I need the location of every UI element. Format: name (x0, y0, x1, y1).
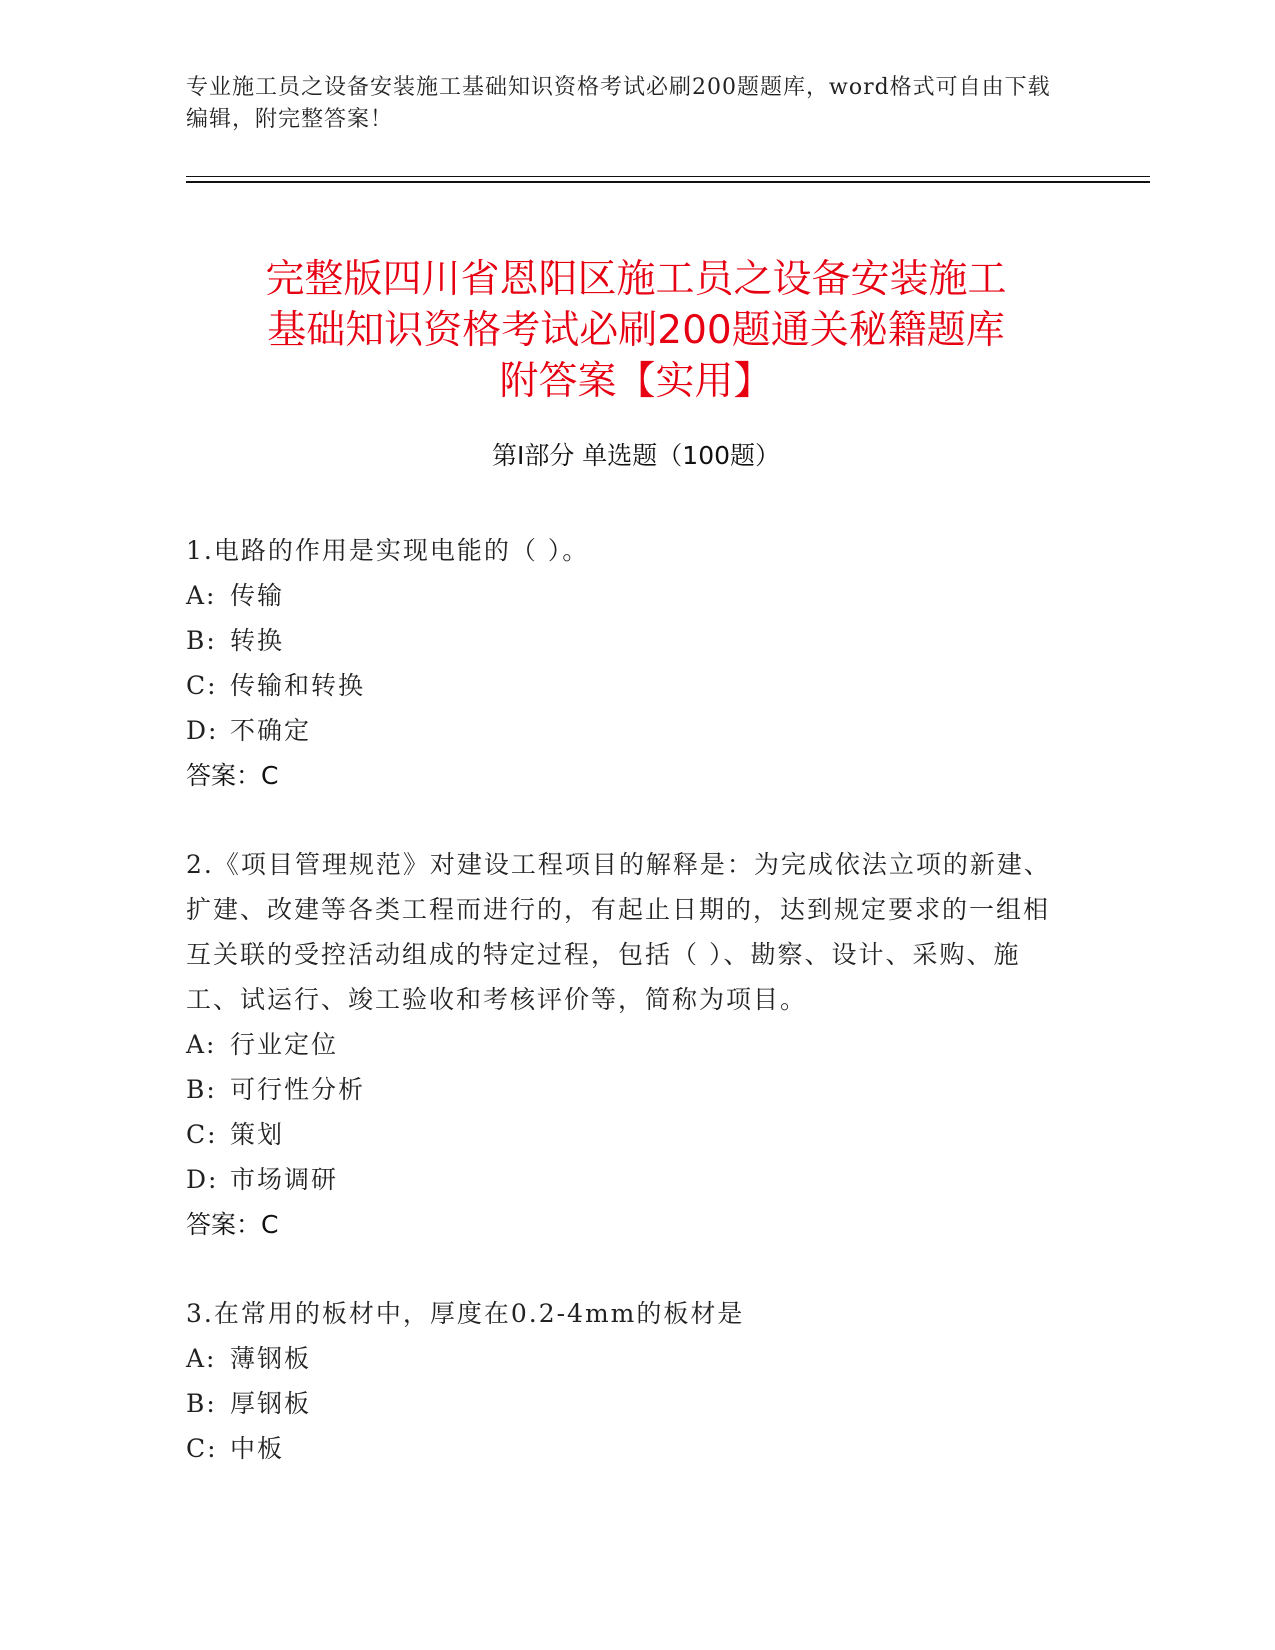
question-stem: 3.在常用的板材中，厚度在0.2-4mm的板材是 (186, 1299, 745, 1328)
option-d (186, 708, 1066, 753)
option-text: 传输和转换 (230, 671, 366, 700)
title-line-2: 基础知识资格考试必刷200题通关秘籍题库 (267, 308, 1005, 354)
question-1 (186, 528, 1066, 798)
option-key: C: (186, 671, 218, 700)
option-text: 市场调研 (230, 1165, 339, 1194)
option-text: 行业定位 (230, 1030, 339, 1059)
header-rule-thick (186, 181, 1150, 183)
option-b (186, 1381, 1066, 1426)
option-text: 可行性分析 (230, 1075, 366, 1104)
header-note: 专业施工员之设备安装施工基础知识资格考试必刷200题题库，word格式可自由下载编辑，附完整答案！ (186, 75, 1051, 132)
option-key: B: (186, 626, 217, 655)
option-a (186, 573, 1066, 618)
title-line-1: 完整版四川省恩阳区施工员之设备安装施工 (265, 257, 1007, 303)
option-c (186, 1112, 1066, 1157)
section-heading: 第I部分 单选题（100题） (491, 441, 781, 470)
option-key: A: (186, 1030, 217, 1059)
question-stem: 2.《项目管理规范》对建设工程项目的解释是：为完成依法立项的新建、扩建、改建等各类工程而进行的，有起止日期的，达到规定要求的一组相互关联的受控活动组成的特定过程，包括（ ）、勘察、设计、采购、施工、试运行、竣工验收和考核评价等，简称为项目。 (186, 850, 1051, 1014)
option-text: 传输 (230, 581, 285, 610)
option-key: A: (186, 581, 217, 610)
answer: 答案：C (186, 1210, 279, 1239)
header-rule-thin (186, 176, 1150, 177)
option-b (186, 1067, 1066, 1112)
question-list (186, 528, 1066, 1515)
option-key: C: (186, 1434, 218, 1463)
option-a (186, 1022, 1066, 1067)
option-key: D: (186, 716, 219, 745)
option-key: B: (186, 1075, 217, 1104)
option-text: 薄钢板 (230, 1344, 312, 1373)
question-3 (186, 1291, 1066, 1471)
option-a (186, 1336, 1066, 1381)
option-key: C: (186, 1120, 218, 1149)
option-d (186, 1157, 1066, 1202)
question-stem: 1.电路的作用是实现电能的（ ）。 (186, 536, 590, 565)
option-c (186, 663, 1066, 708)
answer: 答案：C (186, 761, 279, 790)
option-key: A: (186, 1344, 217, 1373)
title-line-3: 附答案【实用】 (499, 359, 773, 405)
document-title (186, 254, 1086, 407)
option-text: 厚钢板 (230, 1389, 312, 1418)
option-key: D: (186, 1165, 219, 1194)
option-c (186, 1426, 1066, 1471)
question-2 (186, 842, 1066, 1247)
option-text: 中板 (230, 1434, 285, 1463)
option-text: 不确定 (230, 716, 312, 745)
option-text: 策划 (230, 1120, 285, 1149)
option-text: 转换 (230, 626, 285, 655)
option-key: B: (186, 1389, 217, 1418)
option-b (186, 618, 1066, 663)
